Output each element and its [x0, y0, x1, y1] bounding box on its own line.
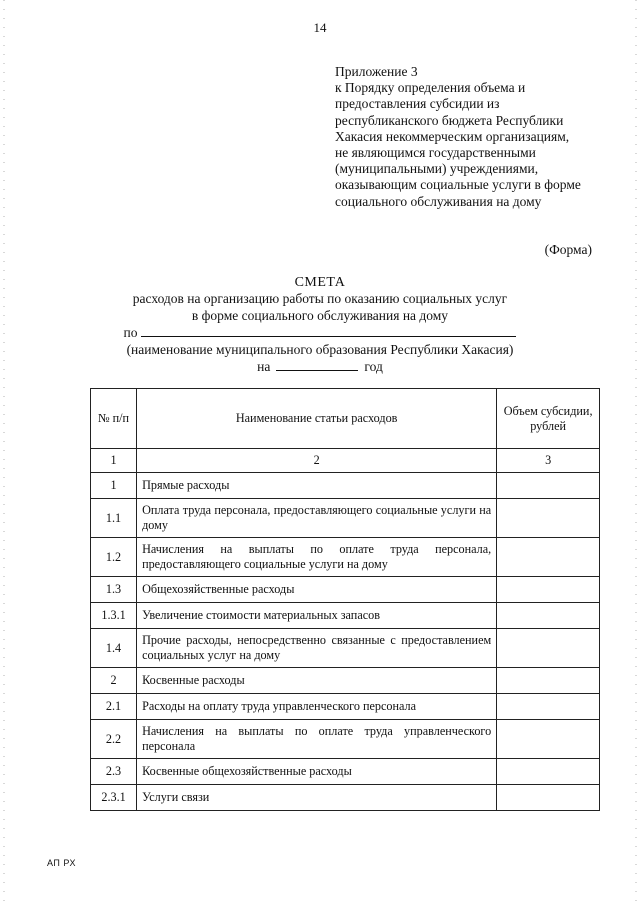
header-volume: Объем субсидии, рублей [497, 389, 600, 449]
na-label: на [257, 359, 271, 375]
row-value[interactable] [497, 473, 600, 499]
row-name: Увеличение стоимости материальных запасов [137, 603, 497, 629]
row-value[interactable] [497, 720, 600, 759]
header-num: № п/п [91, 389, 137, 449]
appendix-line: к Порядку определения объема и [335, 80, 526, 96]
table-row [91, 694, 600, 720]
row-num: 2.2 [91, 720, 137, 759]
god-label: год [364, 359, 383, 375]
appendix-line: (муниципальными) учреждениями, [335, 161, 539, 177]
row-value[interactable] [497, 668, 600, 694]
row-value[interactable] [497, 759, 600, 785]
scan-edge-left [3, 0, 5, 905]
row-num: 1.2 [91, 538, 137, 577]
row-num: 1 [91, 473, 137, 499]
table-row [91, 499, 600, 538]
index-cell: 1 [91, 449, 137, 473]
po-label: по [123, 325, 138, 341]
row-num: 2 [91, 668, 137, 694]
appendix-line: оказывающим социальные услуги в форме [335, 177, 581, 193]
row-name: Оплата труда персонала, предоставляющего социальные услуги на дому [137, 499, 497, 538]
row-name: Начисления на выплаты по оплате труда управленческого персонала [137, 720, 497, 759]
row-name: Косвенные общехозяйственные расходы [137, 759, 497, 785]
row-num: 2.3 [91, 759, 137, 785]
row-name: Расходы на оплату труда управленческого персонала [137, 694, 497, 720]
row-num: 2.1 [91, 694, 137, 720]
appendix-line: социального обслуживания на дому [335, 193, 542, 209]
table-header-row [91, 389, 600, 449]
row-name: Косвенные расходы [137, 668, 497, 694]
row-num: 1.1 [91, 499, 137, 538]
estimate-title-block [0, 275, 640, 375]
estimate-subtitle-line1: расходов на организацию работы по оказанию социальных услуг [132, 291, 508, 307]
estimate-table [90, 388, 600, 811]
table-row [91, 577, 600, 603]
appendix-line: республиканского бюджета Республики [335, 112, 564, 128]
table-row [91, 785, 600, 811]
table-row [91, 629, 600, 668]
row-value[interactable] [497, 785, 600, 811]
row-value[interactable] [497, 603, 600, 629]
row-num: 1.3 [91, 577, 137, 603]
row-name: Прочие расходы, непосредственно связанные с предоставлением социальных услуг на дому [137, 629, 497, 668]
appendix-header [335, 64, 615, 210]
row-name: Общехозяйственные расходы [137, 577, 497, 603]
table-index-row [91, 449, 600, 473]
row-value[interactable] [497, 694, 600, 720]
form-label: (Форма) [544, 242, 592, 257]
table-row [91, 473, 600, 499]
table-row [91, 538, 600, 577]
appendix-line: Хакасия некоммерческим организациям, [335, 128, 570, 144]
row-name: Прямые расходы [137, 473, 497, 499]
municipality-line [0, 324, 640, 341]
row-value[interactable] [497, 538, 600, 577]
municipality-caption: (наименование муниципального образования Республики Хакасия) [126, 341, 514, 357]
estimate-subtitle-line2: в форме социального обслуживания на дому [191, 307, 449, 323]
table-row [91, 668, 600, 694]
row-num: 1.3.1 [91, 603, 137, 629]
year-blank[interactable] [276, 358, 358, 371]
table-row [91, 720, 600, 759]
estimate-heading: СМЕТА [294, 275, 346, 290]
table-row [91, 603, 600, 629]
table-row [91, 759, 600, 785]
row-name: Начисления на выплаты по оплате труда персонала, предоставляющего социальные услуги на дому [137, 538, 497, 577]
scan-edge-right [635, 0, 637, 905]
index-cell: 2 [137, 449, 497, 473]
index-cell: 3 [497, 449, 600, 473]
row-num: 2.3.1 [91, 785, 137, 811]
footer-mark: АП РХ [47, 858, 76, 868]
appendix-line: предоставления субсидии из [335, 96, 500, 112]
appendix-line: Приложение 3 [335, 64, 418, 79]
header-name: Наименование статьи расходов [137, 389, 497, 449]
page-number: 14 [313, 20, 327, 35]
row-value[interactable] [497, 577, 600, 603]
row-value[interactable] [497, 499, 600, 538]
row-num: 1.4 [91, 629, 137, 668]
year-line [0, 358, 640, 375]
municipality-blank[interactable] [141, 324, 516, 337]
row-name: Услуги связи [137, 785, 497, 811]
appendix-line: не являющимся государственными [335, 145, 536, 161]
row-value[interactable] [497, 629, 600, 668]
